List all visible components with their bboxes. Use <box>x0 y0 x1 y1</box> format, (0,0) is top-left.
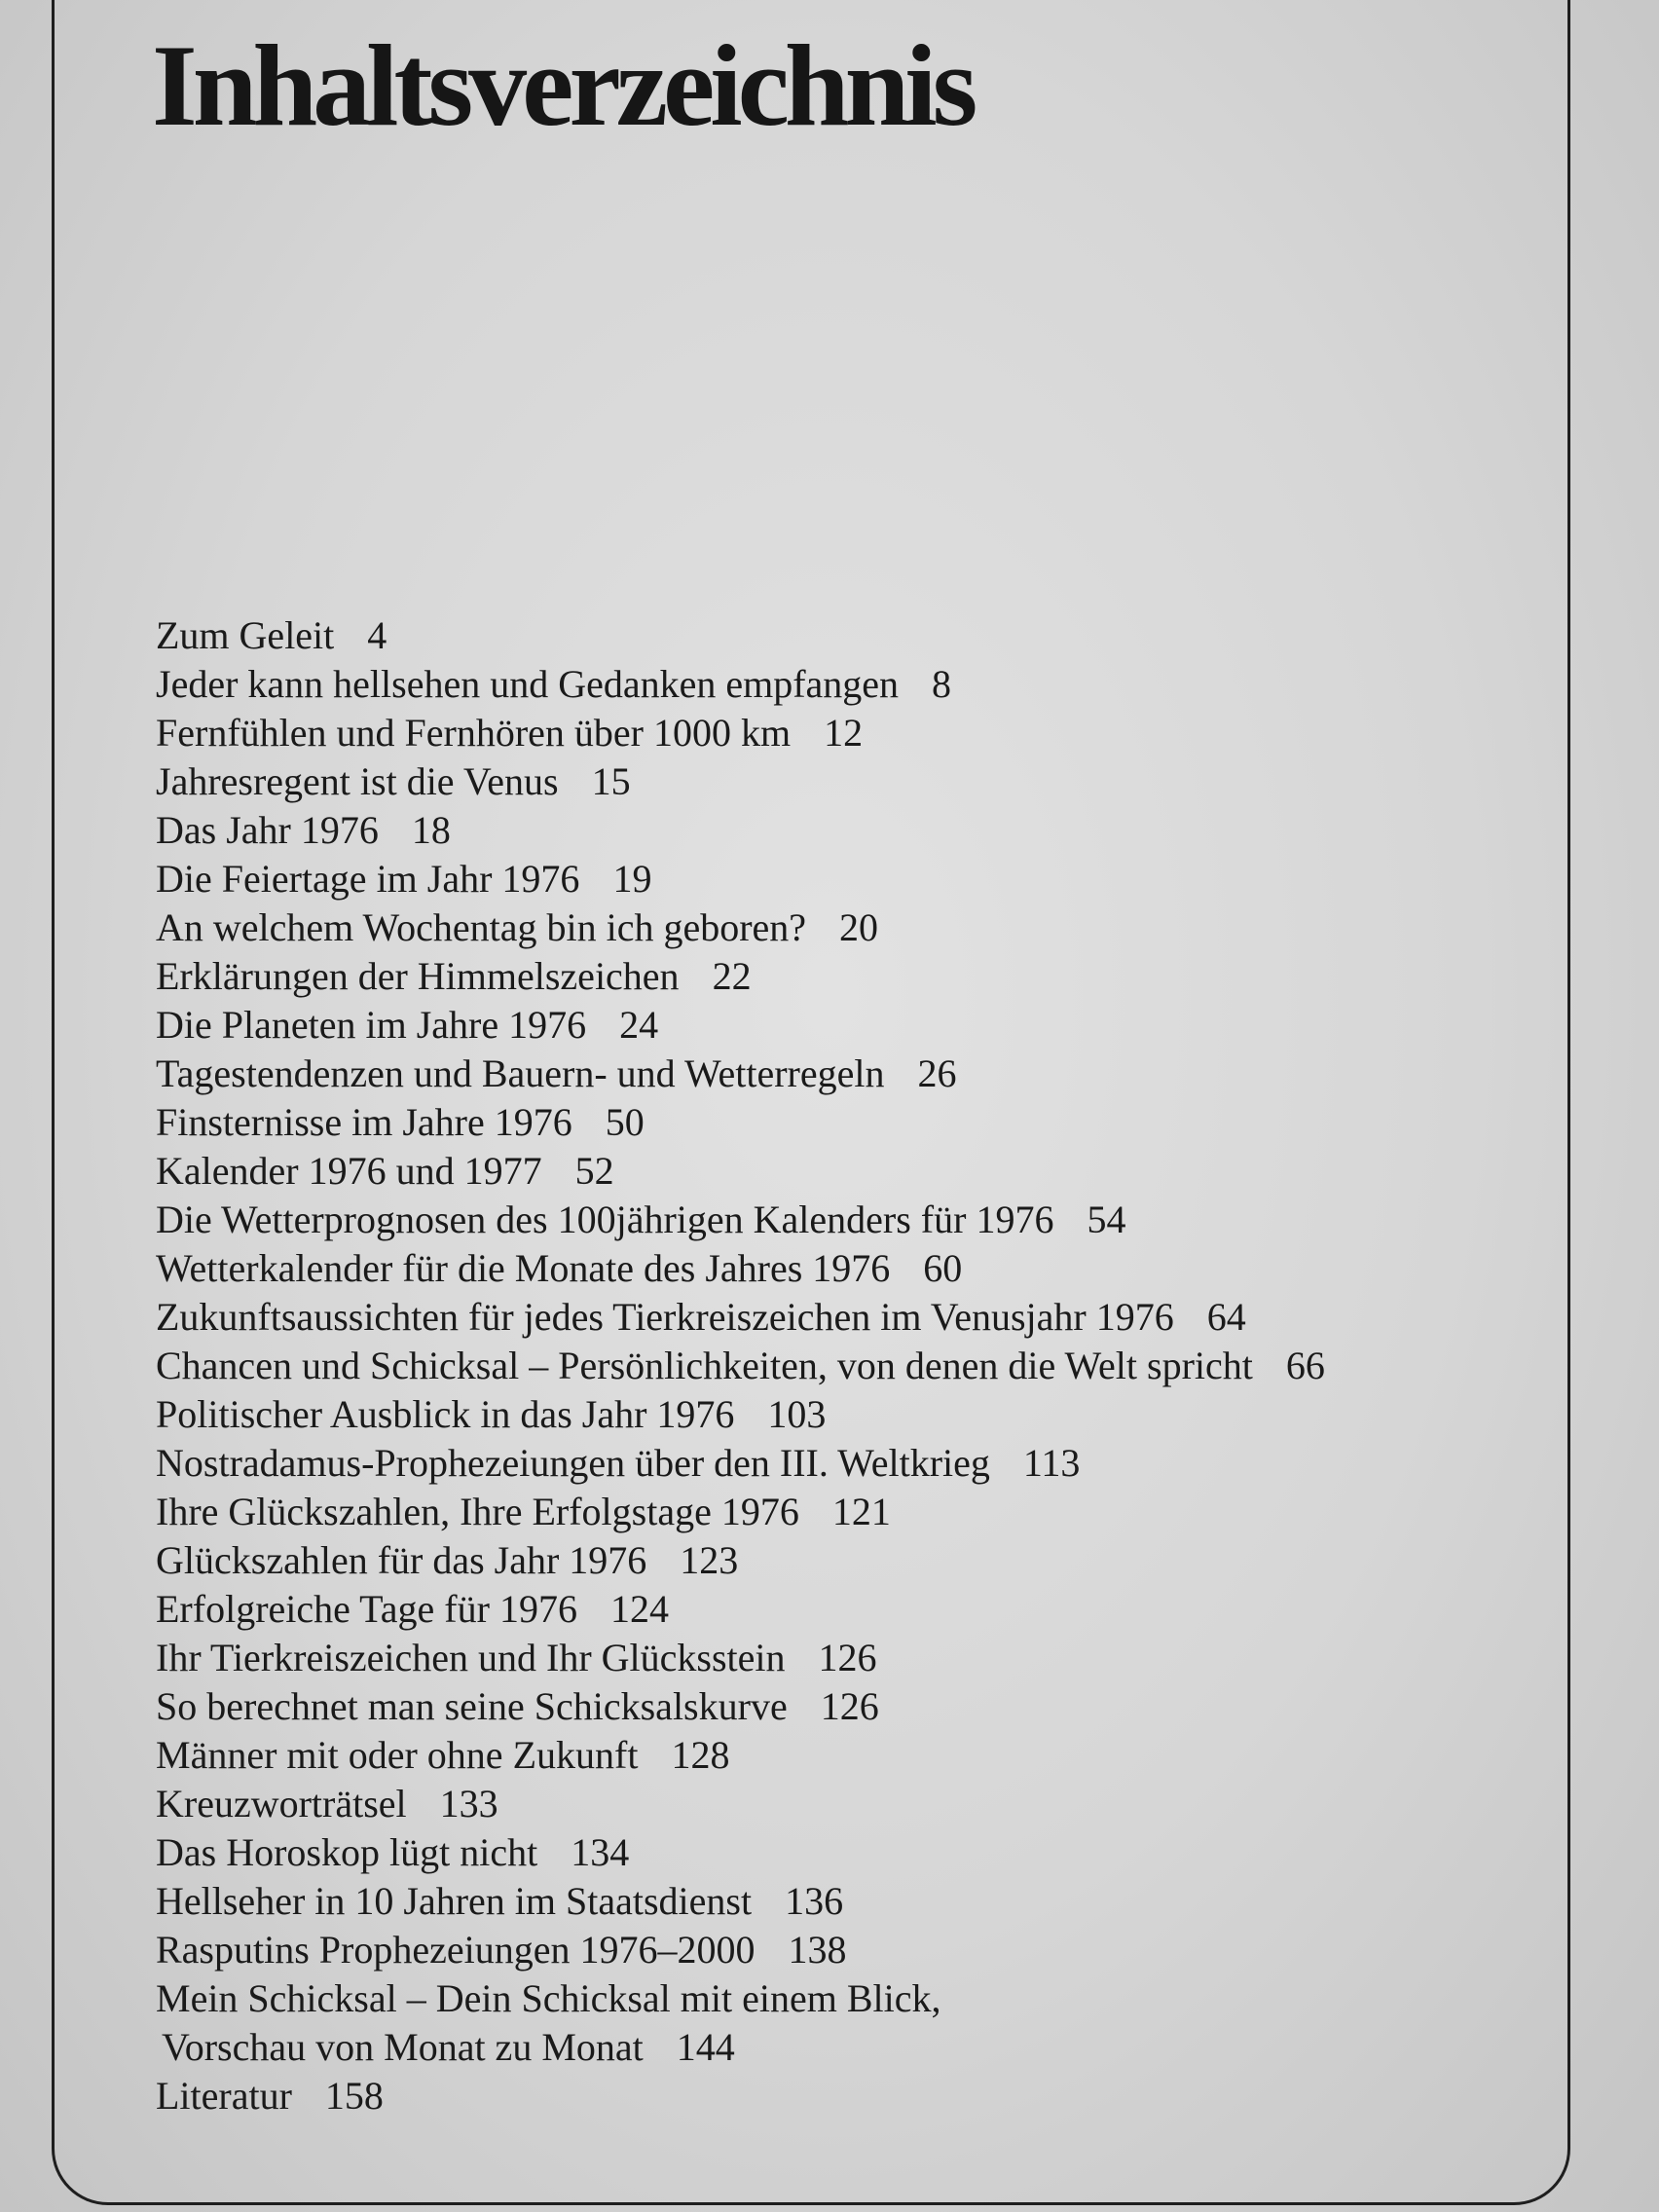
table-of-contents <box>156 611 1499 2120</box>
toc-entry-page: 52 <box>574 1149 614 1193</box>
toc-entry <box>156 1196 1499 1244</box>
page-title: Inhaltsverzeichnis <box>152 20 974 150</box>
toc-entry <box>156 611 1499 660</box>
toc-entry-title: Tagestendenzen und Bauern- und Wetterregeln <box>156 1051 885 1095</box>
toc-entry <box>156 1926 1499 1974</box>
toc-entry-page: 126 <box>820 1684 879 1728</box>
toc-entry-page: 128 <box>671 1733 730 1777</box>
toc-entry-title: Politischer Ausblick in das Jahr 1976 <box>156 1392 735 1436</box>
toc-entry-title: Die Planeten im Jahre 1976 <box>156 1003 587 1047</box>
toc-entry <box>156 1147 1499 1196</box>
toc-entry <box>156 1488 1499 1536</box>
toc-entry-page: 15 <box>591 759 631 803</box>
toc-entry-title: Männer mit oder ohne Zukunft <box>156 1733 639 1777</box>
toc-entry <box>156 1098 1499 1147</box>
toc-entry-title: Das Horoskop lügt nicht <box>156 1830 538 1874</box>
toc-entry-title: Nostradamus-Prophezeiungen über den III. Weltkrieg <box>156 1441 990 1485</box>
toc-entry <box>156 1585 1499 1634</box>
toc-entry <box>156 1439 1499 1488</box>
toc-entry-page: 113 <box>1022 1441 1081 1485</box>
toc-entry-title: Zukunftsaussichten für jedes Tierkreiszeichen im Venusjahr 1976 <box>156 1295 1174 1339</box>
toc-entry-title: Wetterkalender für die Monate des Jahres 1976 <box>156 1246 891 1290</box>
toc-entry <box>156 1731 1499 1780</box>
toc-entry-page: 12 <box>824 711 864 755</box>
toc-entry-page: 133 <box>439 1782 498 1825</box>
toc-entry-title: Mein Schicksal – Dein Schicksal mit einem Blick, <box>156 1976 941 2020</box>
toc-entry-page: 20 <box>839 905 879 949</box>
toc-entry-title: Hellseher in 10 Jahren im Staatsdienst <box>156 1879 753 1923</box>
toc-entry-title: Ihre Glückszahlen, Ihre Erfolgstage 1976 <box>156 1490 799 1533</box>
toc-entry <box>156 1342 1499 1390</box>
toc-entry-title: Rasputins Prophezeiungen 1976–2000 <box>156 1928 756 1972</box>
toc-entry-page: 19 <box>612 857 652 901</box>
toc-entry <box>156 1001 1499 1050</box>
toc-entry-page: 123 <box>680 1538 739 1582</box>
toc-entry-page: 22 <box>712 954 752 998</box>
toc-entry-page: 4 <box>367 613 387 657</box>
toc-entry-title: Erfolgreiche Tage für 1976 <box>156 1587 577 1631</box>
toc-entry-title: Die Feiertage im Jahr 1976 <box>156 857 580 901</box>
toc-entry-title: Jahresregent ist die Venus <box>156 759 559 803</box>
toc-entry-title: Kalender 1976 und 1977 <box>156 1149 542 1193</box>
toc-entry-page: 26 <box>917 1051 957 1095</box>
toc-entry <box>156 903 1499 952</box>
toc-entry-title: Chancen und Schicksal – Persönlichkeiten, von denen die Welt spricht <box>156 1344 1253 1387</box>
toc-entry <box>156 1877 1499 1926</box>
toc-entry-page: 8 <box>932 662 952 706</box>
toc-entry-title: Die Wetterprognosen des 100jährigen Kalenders für 1976 <box>156 1198 1054 1241</box>
toc-entry-title: Jeder kann hellsehen und Gedanken empfangen <box>156 662 900 706</box>
toc-entry-page: 66 <box>1285 1344 1325 1387</box>
toc-entry-page: 126 <box>818 1636 877 1679</box>
toc-entry <box>156 952 1499 1001</box>
toc-entry <box>156 1682 1499 1731</box>
toc-entry-page: 121 <box>831 1490 891 1533</box>
toc-entry <box>156 2072 1499 2120</box>
toc-entry-title: Das Jahr 1976 <box>156 808 379 852</box>
toc-entry-title-line2: Vorschau von Monat zu Monat <box>162 2025 644 2069</box>
toc-entry <box>156 1634 1499 1682</box>
toc-entry <box>156 1293 1499 1342</box>
toc-entry <box>156 757 1499 806</box>
toc-entry-title: Literatur <box>156 2074 292 2118</box>
toc-entry-title: Glückszahlen für das Jahr 1976 <box>156 1538 647 1582</box>
toc-entry-page: 54 <box>1087 1198 1126 1241</box>
toc-entry <box>156 806 1499 855</box>
toc-entry-page: 24 <box>619 1003 659 1047</box>
toc-entry-page: 103 <box>767 1392 827 1436</box>
toc-entry-page: 138 <box>788 1928 847 1972</box>
toc-entry <box>156 855 1499 903</box>
toc-entry <box>156 1974 1499 2072</box>
toc-entry-title: Fernfühlen und Fernhören über 1000 km <box>156 711 792 755</box>
toc-entry-page: 18 <box>411 808 451 852</box>
toc-entry-page: 50 <box>605 1100 645 1144</box>
toc-entry-title-continued <box>156 2023 1499 2072</box>
toc-entry <box>156 1828 1499 1877</box>
toc-entry <box>156 1536 1499 1585</box>
toc-entry <box>156 1390 1499 1439</box>
toc-entry-title: Zum Geleit <box>156 613 335 657</box>
toc-entry-title: Ihr Tierkreiszeichen und Ihr Glücksstein <box>156 1636 786 1679</box>
toc-entry <box>156 660 1499 709</box>
toc-entry-page: 158 <box>324 2074 384 2118</box>
toc-entry <box>156 1244 1499 1293</box>
toc-entry-title: Finsternisse im Jahre 1976 <box>156 1100 572 1144</box>
toc-entry-page: 136 <box>785 1879 844 1923</box>
toc-entry-title: An welchem Wochentag bin ich geboren? <box>156 905 807 949</box>
toc-entry-title: So berechnet man seine Schicksalskurve <box>156 1684 788 1728</box>
toc-entry-page: 134 <box>571 1830 630 1874</box>
toc-entry-page: 64 <box>1206 1295 1246 1339</box>
toc-entry-title: Kreuzworträtsel <box>156 1782 407 1825</box>
toc-entry-page: 144 <box>676 2025 735 2069</box>
toc-entry <box>156 1780 1499 1828</box>
toc-entry <box>156 1050 1499 1098</box>
toc-entry-page: 124 <box>609 1587 669 1631</box>
toc-entry-page: 60 <box>923 1246 963 1290</box>
toc-entry-title: Erklärungen der Himmelszeichen <box>156 954 680 998</box>
toc-entry <box>156 709 1499 757</box>
